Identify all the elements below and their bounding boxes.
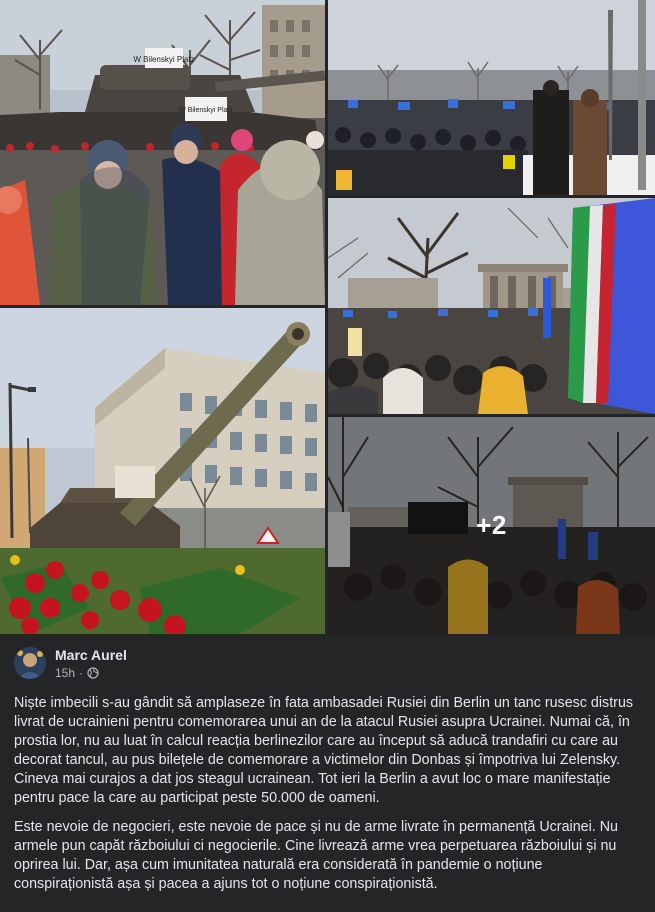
post-paragraph-2: Este nevoie de negocieri, este nevoie de pace și nu de arme livrate în permanență Ucrainei. Nu armele pun capăt războiului ci negocierile. Cine livrează arme vrea perpetuarea războiului și nu oprirea lui. Dar, așa cum imunitatea naturală era considerată în pandemie o noțiune conspiraționistă așa și pacea a ajuns tot o noțiune conspiraționistă. [14, 819, 618, 892]
tank-sign-top: W Bilenskyi Platz [133, 55, 195, 64]
meta-separator: · [79, 666, 84, 680]
post-header [14, 646, 634, 686]
photo-brandenburg-gate-crowd[interactable] [328, 198, 655, 414]
more-photos-overlay[interactable] [328, 417, 655, 634]
post-paragraph-1: Niște imbecili s-au gândit să amplaseze în fata ambasadei Rusiei din Berlin un tanc rusesc distrus livrat de ucrainieni pentru comemorarea unui an de la atacul Rusiei asupra Ucrainei. Numai că, în prostia lor, nu au luat în calcul reacția berlinezilor care au început să aducă trandafiri cu care au decorat tancul, au pus bilețele de comemorare a victimelor din Donbas și împotriva lui Zelensky. Cineva mai curajos a dat jos steagul ucrainean. Tot ieri la Berlin a avut loc o mare manifestație pentru pace la care au participat peste 50.000 de oameni. [14, 695, 634, 806]
post-body [14, 694, 642, 904]
photo-tank-crowd[interactable] [0, 0, 325, 305]
photo-rally-stage[interactable] [328, 0, 655, 195]
globe-icon[interactable] [87, 667, 99, 679]
author-name[interactable]: Marc Aurel [55, 647, 127, 663]
post-meta [55, 666, 99, 680]
more-photos-count: +2 [476, 510, 507, 540]
tank-sign-bottom: W Bilenskyi Platz [179, 107, 233, 114]
post-time[interactable]: 15h [55, 666, 76, 680]
avatar[interactable] [14, 647, 46, 679]
photo-tank-barrel-building[interactable] [0, 308, 325, 634]
photo-more-overlay[interactable] [328, 417, 655, 634]
